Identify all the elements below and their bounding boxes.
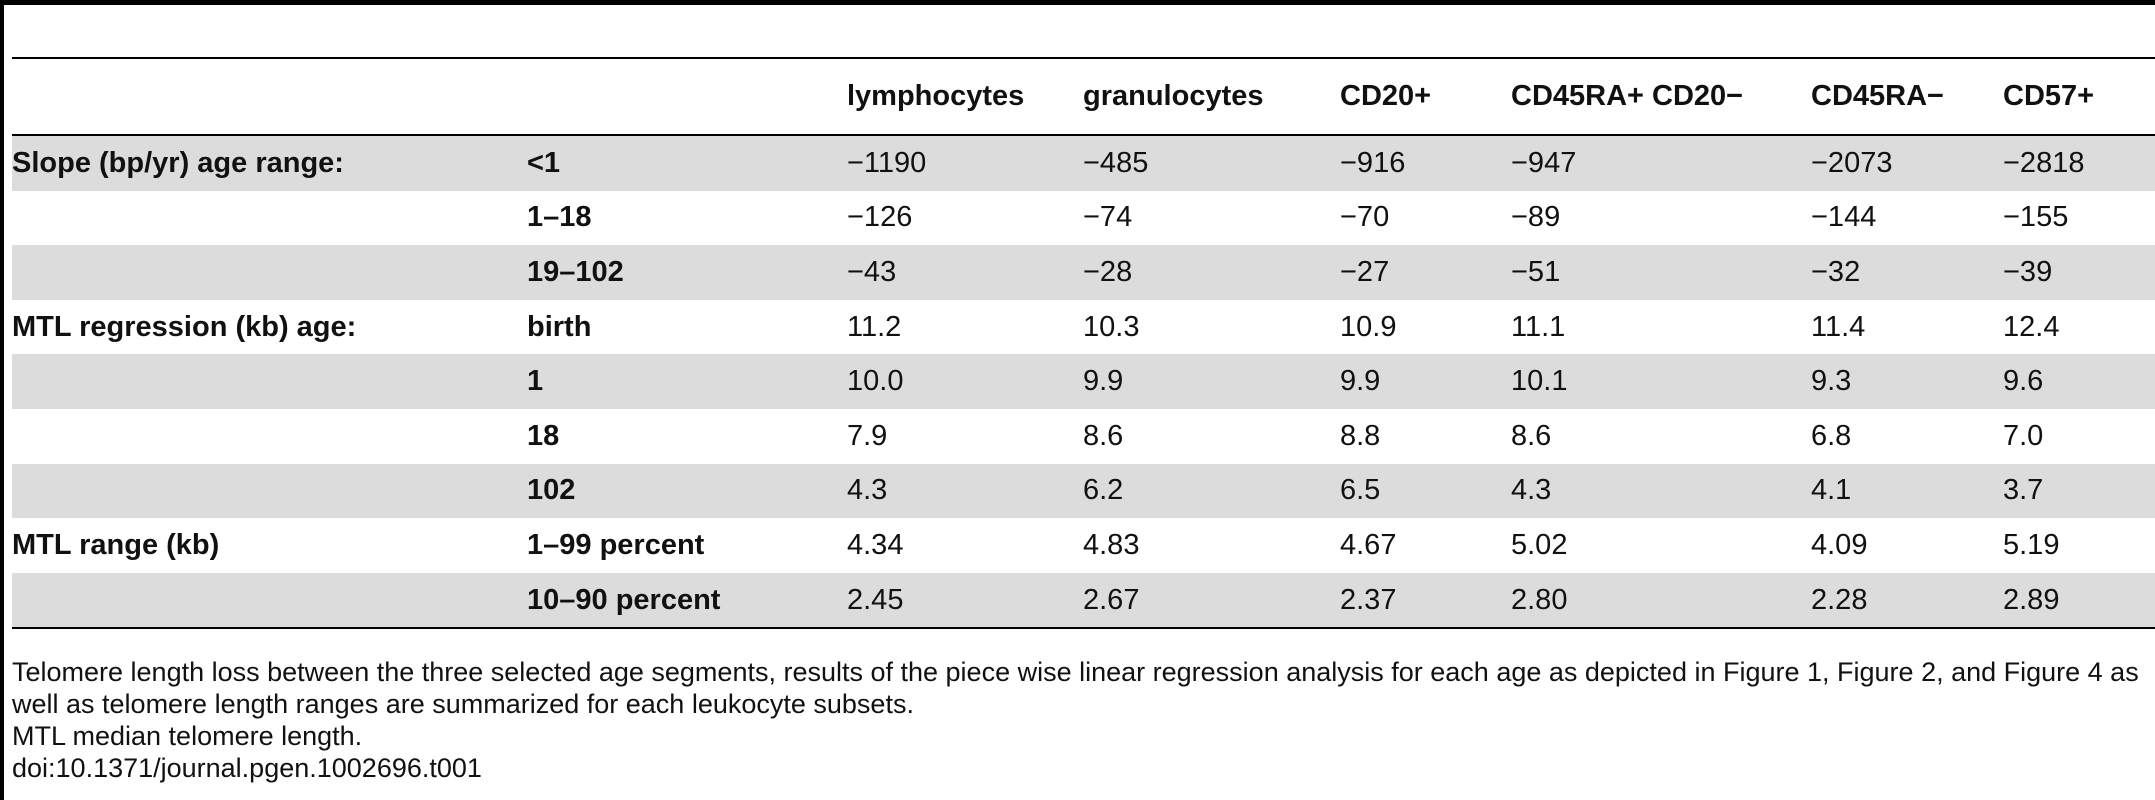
table-cell: 8.6: [1511, 419, 1552, 452]
table-cell: 4.83: [1083, 528, 1140, 561]
table-cell: 4.09: [1811, 528, 1868, 561]
column-header-cd45ra-cd20: CD45RA+ CD20−: [1511, 58, 1811, 135]
table-cell: −27: [1340, 245, 1511, 300]
row-group-label: MTL range (kb): [12, 528, 220, 561]
table-caption: [12, 656, 2152, 784]
table-cell: 7.9: [847, 419, 888, 452]
row-sublabel: 102: [527, 464, 847, 519]
row-sublabel: 1: [527, 354, 847, 409]
column-header-cd57: CD57+: [2003, 58, 2155, 135]
table-cell: 4.1: [1811, 464, 2003, 519]
row-group-label: [12, 573, 527, 629]
table-row: [12, 518, 2155, 573]
row-sublabel: 1–18: [527, 201, 592, 234]
table-cell: 2.89: [2003, 573, 2155, 629]
table-cell: 4.34: [847, 528, 904, 561]
table-cell: 8.6: [1083, 419, 1124, 452]
table-cell: −2818: [2003, 135, 2155, 191]
table-cell: 11.1: [1511, 310, 1566, 343]
table-cell: 5.19: [2003, 528, 2060, 561]
table-cell: −155: [2003, 201, 2069, 234]
table-cell: 4.67: [1340, 528, 1397, 561]
row-sublabel: birth: [527, 310, 592, 343]
table-cell: −1190: [847, 135, 1083, 191]
table-cell: −43: [847, 245, 1083, 300]
column-header: [527, 58, 847, 135]
row-group-label: [12, 464, 527, 519]
table-cell: −39: [2003, 245, 2155, 300]
row-group-label: [12, 191, 527, 246]
table-cell: 2.45: [847, 573, 1083, 629]
column-header-lymphocytes: lymphocytes: [847, 58, 1083, 135]
row-group-label: [12, 354, 527, 409]
table-cell: 10.3: [1083, 310, 1140, 343]
table-row: [12, 573, 2155, 629]
table-row: [12, 245, 2155, 300]
table-cell: 6.5: [1340, 464, 1511, 519]
column-header-cd45ra-neg: CD45RA−: [1811, 58, 2003, 135]
table-cell: −51: [1511, 245, 1811, 300]
table-cell: 6.2: [1083, 464, 1340, 519]
left-border-rule: [0, 0, 4, 800]
column-header-cd20: CD20+: [1340, 58, 1511, 135]
table-cell: 9.3: [1811, 354, 2003, 409]
table-cell: −28: [1083, 245, 1340, 300]
table-row: [12, 354, 2155, 409]
table-cell: 11.2: [847, 310, 902, 343]
table-cell: 7.0: [2003, 419, 2044, 452]
table-cell: 9.9: [1340, 354, 1511, 409]
table-cell: −947: [1511, 135, 1811, 191]
data-table-container: [12, 57, 2155, 629]
table-cell: −74: [1083, 201, 1133, 234]
table-body: [12, 135, 2155, 628]
table-row: [12, 464, 2155, 519]
table-row: [12, 300, 2155, 355]
table-cell: 10.9: [1340, 310, 1397, 343]
table-cell: 9.6: [2003, 354, 2155, 409]
table-cell: 3.7: [2003, 464, 2155, 519]
table-cell: 11.4: [1811, 310, 1866, 343]
table-cell: 10.0: [847, 354, 1083, 409]
table-cell: 2.28: [1811, 573, 2003, 629]
table-cell: 4.3: [847, 464, 1083, 519]
row-sublabel: 10–90 percent: [527, 573, 847, 629]
table-row: [12, 409, 2155, 464]
table-cell: 10.1: [1511, 354, 1811, 409]
table-cell: −144: [1811, 201, 1877, 234]
column-header-granulocytes: granulocytes: [1083, 58, 1340, 135]
table-cell: 2.80: [1511, 573, 1811, 629]
table-cell: 6.8: [1811, 419, 1852, 452]
caption-doi: doi:10.1371/journal.pgen.1002696.t001: [12, 753, 482, 783]
row-group-label: MTL regression (kb) age:: [12, 310, 357, 343]
table-cell: −126: [847, 201, 913, 234]
column-header: [12, 58, 527, 135]
table-row: [12, 191, 2155, 246]
top-border-rule: [0, 0, 2155, 5]
table-cell: 8.8: [1340, 419, 1381, 452]
caption-note: Telomere length loss between the three selected age segments, results of the piece wise linear regression analysis for each age as depicted in Figure 1, Figure 2, and Figure 4 as well as telomere length ranges are summarized for each leukocyte subsets.: [12, 657, 2139, 719]
table-cell: −2073: [1811, 135, 2003, 191]
table-cell: −89: [1511, 201, 1561, 234]
caption-abbreviation: MTL median telomere length.: [12, 721, 363, 751]
telomere-length-table: [12, 57, 2155, 629]
table-cell: 2.67: [1083, 573, 1340, 629]
table-cell: −32: [1811, 245, 2003, 300]
table-cell: 2.37: [1340, 573, 1511, 629]
table-cell: 12.4: [2003, 310, 2060, 343]
row-sublabel: <1: [527, 135, 847, 191]
table-header-row: [12, 58, 2155, 135]
row-group-label: [12, 409, 527, 464]
row-group-label: Slope (bp/yr) age range:: [12, 135, 527, 191]
row-sublabel: 18: [527, 419, 560, 452]
row-sublabel: 1–99 percent: [527, 528, 705, 561]
row-group-label: [12, 245, 527, 300]
table-row: [12, 135, 2155, 191]
table-cell: −485: [1083, 135, 1340, 191]
table-cell: 4.3: [1511, 464, 1811, 519]
table-cell: −916: [1340, 135, 1511, 191]
table-cell: 5.02: [1511, 528, 1568, 561]
table-cell: −70: [1340, 201, 1390, 234]
row-sublabel: 19–102: [527, 245, 847, 300]
table-cell: 9.9: [1083, 354, 1340, 409]
